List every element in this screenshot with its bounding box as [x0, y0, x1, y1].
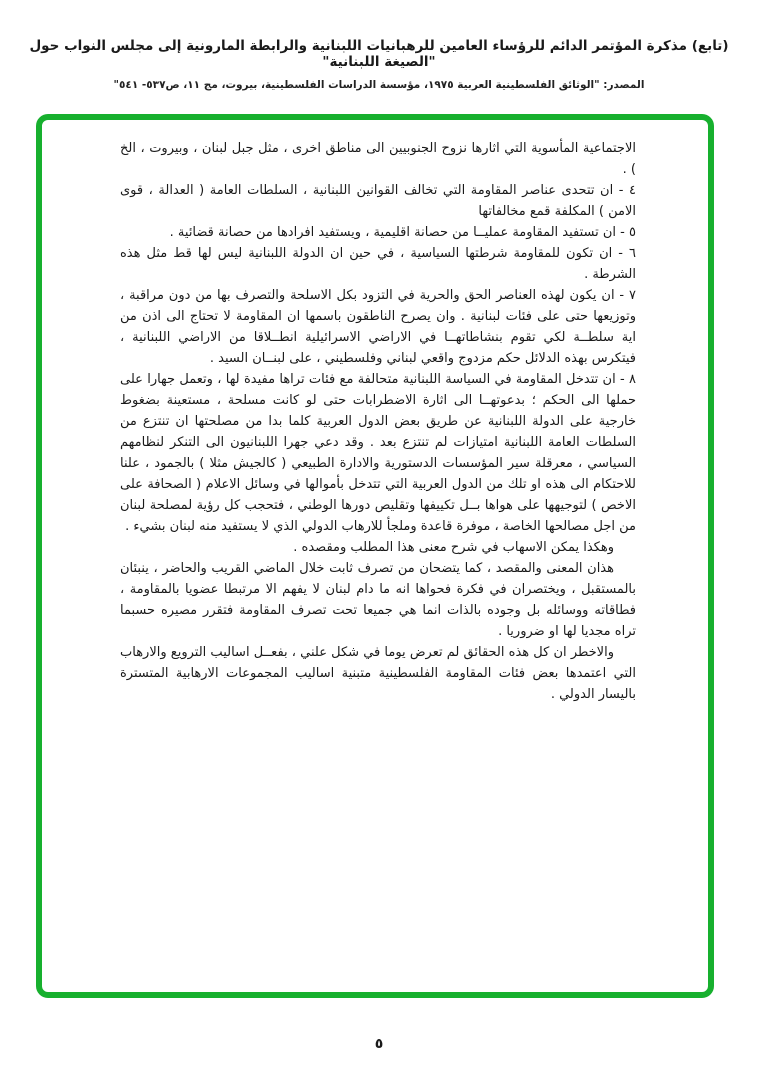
document-title: (تابع) مذكرة المؤتمر الدائم للرؤساء العامين للرهبانيات اللبنانية والرابطة المارونية إلى مجلس النواب حول "الصيغة اللبنانية" — [29, 38, 729, 70]
paragraph: وهكذا يمكن الاسهاب في شرح معنى هذا المطلب ومقصده . — [293, 540, 614, 555]
paragraph: الاجتماعية المأسوية التي اثارها نزوح الجنوبيين الى مناطق اخرى ، مثل جبل لبنان ، وبيروت ، الخ ) . — [120, 141, 636, 177]
paragraph: ٤ - ان تتحدى عناصر المقاومة التي تخالف القوانين اللبنانية ، السلطات العامة ( العدالة ، قوى الامن ) المكلفة قمع مخالفاتها — [120, 183, 636, 219]
page-number: ٥ — [374, 1036, 384, 1052]
paragraph: ٨ - ان تتدخل المقاومة في السياسة اللبنانية متحالفة مع فئات تراها مفيدة لها ، وتعمل جهارا على حملها الى الحكم ؛ بدعوتهــا الى اثارة الاضطرابات حتى لو كانت مسلحة ، مستعينة بضغوط خارجية على الدولة اللبنانية عن طريق بعض الدول العربية كلما بدا من مصلحتها ان تنتزع من السلطات العامة اللبنانية امتيازات لم تنتزع بعد . وقد دعي جهرا اللبنانيون الى التنكر لنظامهم السياسي ، معرقلة سير المؤسسات الدستورية والادارة الطبيعي ( كالجيش مثلا ) بالجمود ، علنا للاحتكام الى هذه او تلك من الدول العربية التي تتدخل بأموالها في وسائل الاعلام ( الصحافة على الاخص ) لتوجيهها على هواها بــل تكييفها وتقليص دورها الوطني ، فتحجب كل رؤية لمصلحة لبنان من اجل مصالحها الخاصة ، موفرة قاعدة وملجأ للارهاب الدولي الذي لا يستفيد منه لبنان بشيء . — [120, 372, 636, 534]
paragraph: ٥ - ان تستفيد المقاومة عمليــا من حصانة اقليمية ، ويستفيد افرادها من حصانة قضائية . — [169, 225, 636, 240]
page-header — [0, 38, 758, 91]
paragraph: ٦ - ان تكون للمقاومة شرطتها السياسية ، في حين ان الدولة اللبنانية ليس لها قط مثل هذه الشرطة . — [120, 246, 636, 282]
document-body — [120, 138, 636, 705]
paragraph: ٧ - ان يكون لهذه العناصر الحق والحرية في التزود بكل الاسلحة والتصرف بها من دون مراقبة ، وتوزيعها حتى على فئات لبنانية . وان يصرح الناطقون باسمها ان المقاومة لا تحتاج الى اذن من اية سلطــة لكي تقوم بنشاطاتهــا في الاراضي الاسرائيلية انطــلاقا من الاراضي اللبنانية ، فيتكرس بهذه الدلائل حكم مزدوج واقعي لبناني وفلسطيني ، على لبنــان السيد . — [120, 288, 636, 366]
paragraph: والاخطر ان كل هذه الحقائق لم تعرض يوما في شكل علني ، بفعــل اساليب الترويع والارهاب التي اعتمدها بعض فئات المقاومة الفلسطينية متبنية اساليب المجموعات الارهابية المتسترة باليسار الدولي . — [120, 645, 636, 702]
paragraph: هذان المعنى والمقصد ، كما يتضحان من تصرف ثابت خلال الماضي القريب والحاضر ، ينبئان بالمستقبل ، ويختصران في فكرة فحواها انه ما دام لبنان لا يفهم الا مرتبطا عضويا بالمقاومة ، فطاقاته ووسائله بل وجوده بالذات انما هي جميعا تحت تصرف المقاومة فتقرر مصيره حسبما تراه مجديا لها او ضروريا . — [120, 561, 636, 639]
source-citation: المصدر: "الوثائق الفلسطينية العربية ١٩٧٥، مؤسسة الدراسات الفلسطينية، بيروت، مج ١١، ص٥٣٧- ٥٤١" — [113, 79, 645, 91]
